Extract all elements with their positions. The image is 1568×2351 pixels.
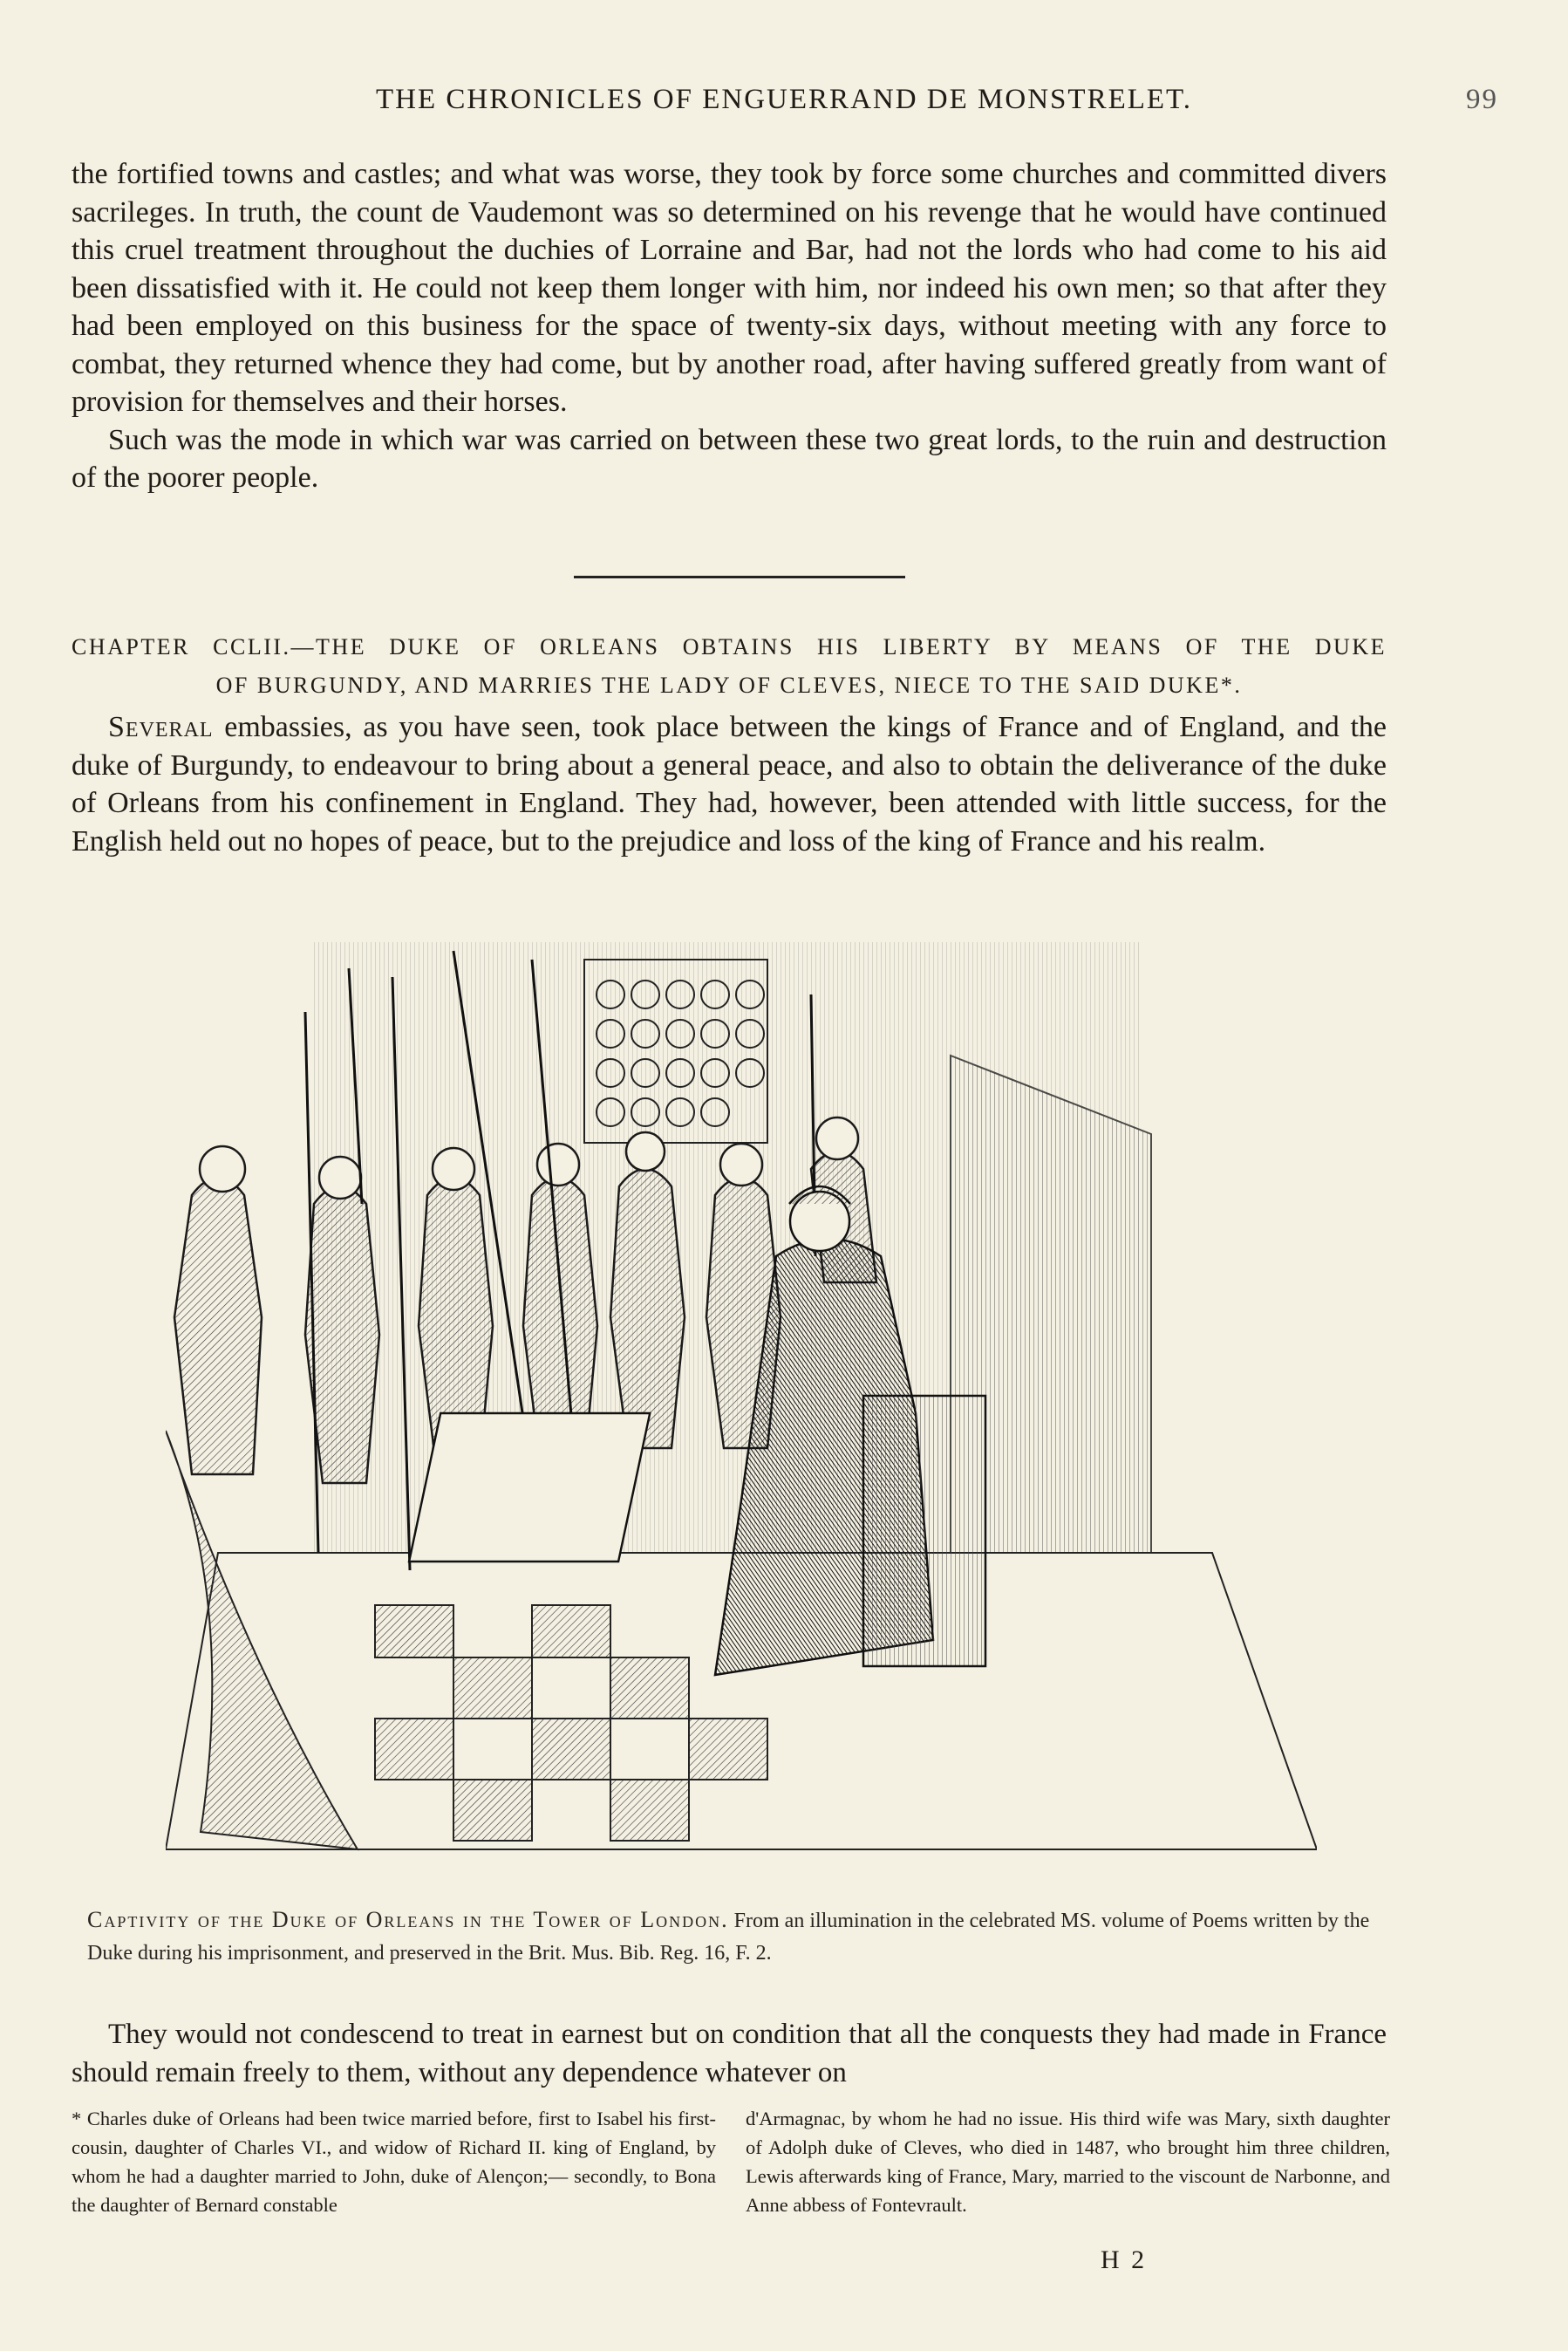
body-text-opening <box>72 155 1387 497</box>
chapter-heading-line-1: CHAPTER CCLII.—THE DUKE OF ORLEANS OBTAINS HIS LIBERTY BY MEANS OF THE DUKE <box>72 634 1387 660</box>
body-text-continuation <box>72 2015 1387 2092</box>
footnote-column-1: * Charles duke of Orleans had been twice married before, first to Isabel his first-cousin, daughter of Charles VI., and widow of Richard II. king of England, by whom he had a daughter married to John, duke of Alençon;— secondly, to Bona the daughter of Bernard constable <box>72 2108 716 2216</box>
chapter-body <box>72 708 1387 860</box>
lead-word: Several <box>108 711 214 743</box>
continuation-paragraph: They would not condescend to treat in earnest but on condition that all the conquests they had made in France should remain freely to them, without any dependence whatever on <box>72 2019 1387 2088</box>
running-head <box>70 84 1498 127</box>
paragraph-2: Such was the mode in which war was carried on between these two great lords, to the ruin and destruction of the poorer people. <box>72 423 1387 494</box>
caption-title: Captivity of the Duke of Orleans in the Tower of London. <box>87 1907 729 1932</box>
paragraph-1: the fortified towns and castles; and what was worse, they took by force some churches and committed divers sacrileges. In truth, the count de Vaudemont was so determined on his revenge that he would have continued this cruel treatment throughout the duchies of Lorraine and Bar, had not the lords who had come to his aid been dissatisfied with it. He could not keep them longer with him, nor indeed his own men; so that after they had been employed on this business for the space of twenty-six days, without meeting with any force to combat, they returned whence they had come, but by another road, after having suffered greatly from want of provision for themselves and their horses. <box>72 158 1387 418</box>
figure-caption <box>87 1903 1395 1970</box>
signature-mark: H 2 <box>1101 2245 1148 2274</box>
running-title: THE CHRONICLES OF ENGUERRAND DE MONSTRELET. <box>375 84 1193 115</box>
footnote-column-2: d'Armagnac, by whom he had no issue. His third wife was Mary, sixth daughter of Adolph duke of Cleves, who died in 1487, who brought him three children, Lewis afterwards king of France, Mary, married to the viscount de Narbonne, and Anne abbess of Fontevrault. <box>746 2108 1390 2216</box>
chapter-heading <box>72 628 1387 705</box>
section-divider <box>574 576 905 578</box>
page-number: 99 <box>1466 84 1498 115</box>
engraving-illustration <box>166 942 1317 1884</box>
chapter-heading-line-2: OF BURGUNDY, AND MARRIES THE LADY OF CLEVES, NIECE TO THE SAID DUKE*. <box>215 673 1243 698</box>
chapter-paragraph-text: embassies, as you have seen, took place between the kings of France and of England, and the duke of Burgundy, to endeavour to bring about a general peace, and also to obtain the deliverance of the duke of Orleans from his confinement in England. They had, however, been attended with little success, for the English held out no hopes of peace, but to the prejudice and loss of the king of France and his realm. <box>72 711 1387 858</box>
footnotes <box>72 2104 1390 2219</box>
engraving-drawing <box>166 942 1317 1884</box>
chapter-paragraph <box>72 708 1387 860</box>
caption-source: From an illumination in the celebrated MS. volume of Poems written by the Duke during his imprisonment, and preserved in the Brit. Mus. Bib. Reg. 16, F. 2. <box>87 1910 1370 1965</box>
